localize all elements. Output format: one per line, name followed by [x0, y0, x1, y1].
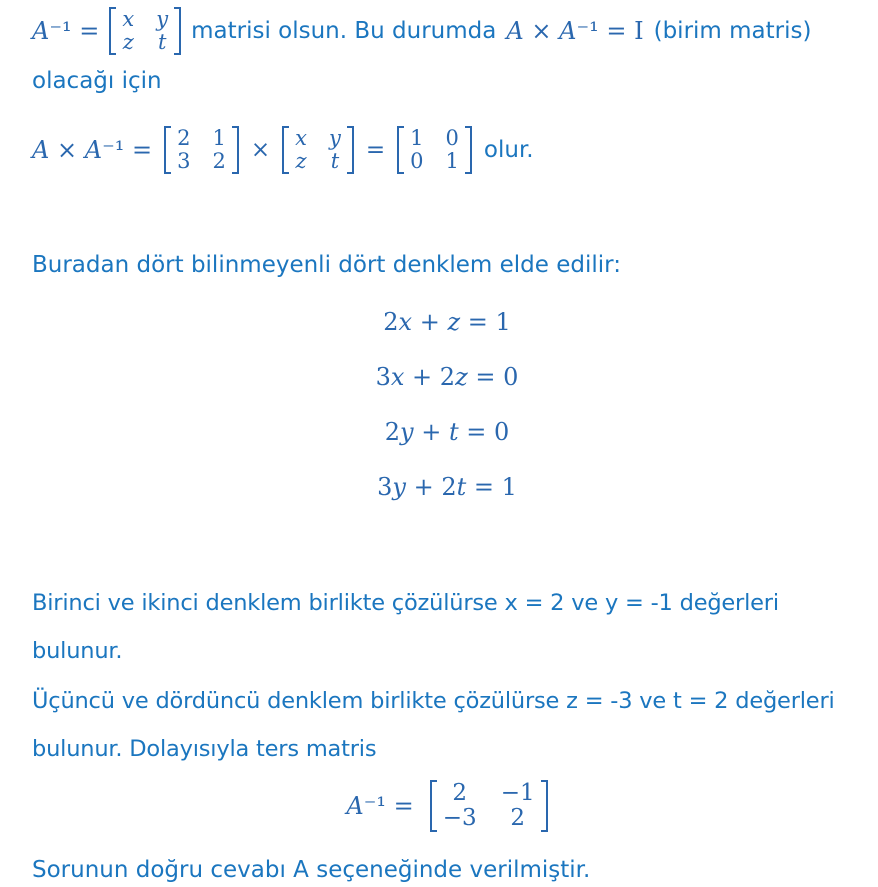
intro-text-tail: (birim matris) [653, 18, 812, 44]
intro-line-2: olacağı için [32, 68, 162, 94]
equals-operator: = [365, 137, 386, 163]
matrix-cell: y [329, 126, 341, 150]
a-times-a-inverse: A × A⁻¹ = I [506, 17, 644, 45]
matrix-cell: x [122, 7, 135, 31]
a-inverse-lead: A⁻¹ = [32, 17, 100, 45]
matrix-grid [116, 7, 174, 55]
equation-list [32, 306, 862, 503]
matrix-cell: y [156, 7, 169, 31]
matrix-cell: 2 [212, 149, 226, 173]
derivation-heading: Buradan dört bilinmeyenli dört denklem elde edilir: [32, 252, 621, 278]
matrix-cell: −3 [442, 805, 477, 831]
matrix-cell: 1 [212, 126, 226, 150]
equation-tail: olur. [483, 137, 534, 163]
solution-paragraph-2: Üçüncü ve dördüncü denklem birlikte çözülürse z = -3 ve t = 2 değerleri bulunur. Dolayısıyla ters matris [32, 688, 835, 762]
left-bracket [430, 780, 437, 832]
matrix-cell: 3 [177, 149, 191, 173]
left-bracket [164, 126, 171, 174]
matrix-cell: z [295, 149, 307, 173]
right-bracket [174, 7, 181, 55]
matrix-cell: 1 [445, 149, 459, 173]
matrix-grid [171, 126, 232, 174]
matrix-grid [289, 126, 347, 174]
matrix-cell: t [330, 149, 340, 173]
matrix-unknown-definition [109, 7, 181, 55]
equation-2: 3x + 2z = 0 [375, 363, 519, 391]
matrix-cell: 0 [410, 149, 424, 173]
intro-text-mid: matrisi olsun. Bu durumda [191, 18, 497, 44]
matrix-unknown-inline [282, 126, 354, 174]
conclusion-text: Sorunun doğru cevabı A seçeneğinde verilmiştir. [32, 857, 591, 883]
matrix-cell: 2 [177, 126, 191, 150]
intro-line-1 [32, 6, 862, 56]
left-bracket [397, 126, 404, 174]
right-bracket [232, 126, 239, 174]
equation-4: 3y + 2t = 1 [377, 473, 517, 501]
matrix-cell: 0 [445, 126, 459, 150]
matrix-grid [404, 126, 465, 174]
matrix-a [164, 126, 239, 174]
matrix-cell: −1 [500, 780, 535, 806]
matrix-grid [437, 780, 541, 832]
right-bracket [465, 126, 472, 174]
matrix-cell: 1 [410, 126, 424, 150]
matrix-identity [397, 126, 472, 174]
matrix-cell: z [122, 30, 134, 54]
matrix-cell: 2 [510, 805, 525, 831]
matrix-equation-line [32, 124, 862, 176]
equation-lead: A × A⁻¹ = [32, 136, 153, 164]
matrix-result [430, 780, 548, 832]
matrix-cell: t [157, 30, 167, 54]
right-bracket [541, 780, 548, 832]
result-matrix-line [32, 779, 862, 833]
right-bracket [347, 126, 354, 174]
times-operator: × [250, 137, 271, 163]
matrix-cell: 2 [452, 780, 468, 806]
left-bracket [109, 7, 116, 55]
solution-paragraph-1: Birinci ve ikinci denklem birlikte çözülürse x = 2 ve y = -1 değerleri bulunur. [32, 590, 779, 664]
left-bracket [282, 126, 289, 174]
equation-3: 2y + t = 0 [384, 418, 510, 446]
equation-1: 2x + z = 1 [383, 308, 511, 336]
result-label: A⁻¹ = [346, 792, 414, 820]
matrix-cell: x [295, 126, 307, 150]
